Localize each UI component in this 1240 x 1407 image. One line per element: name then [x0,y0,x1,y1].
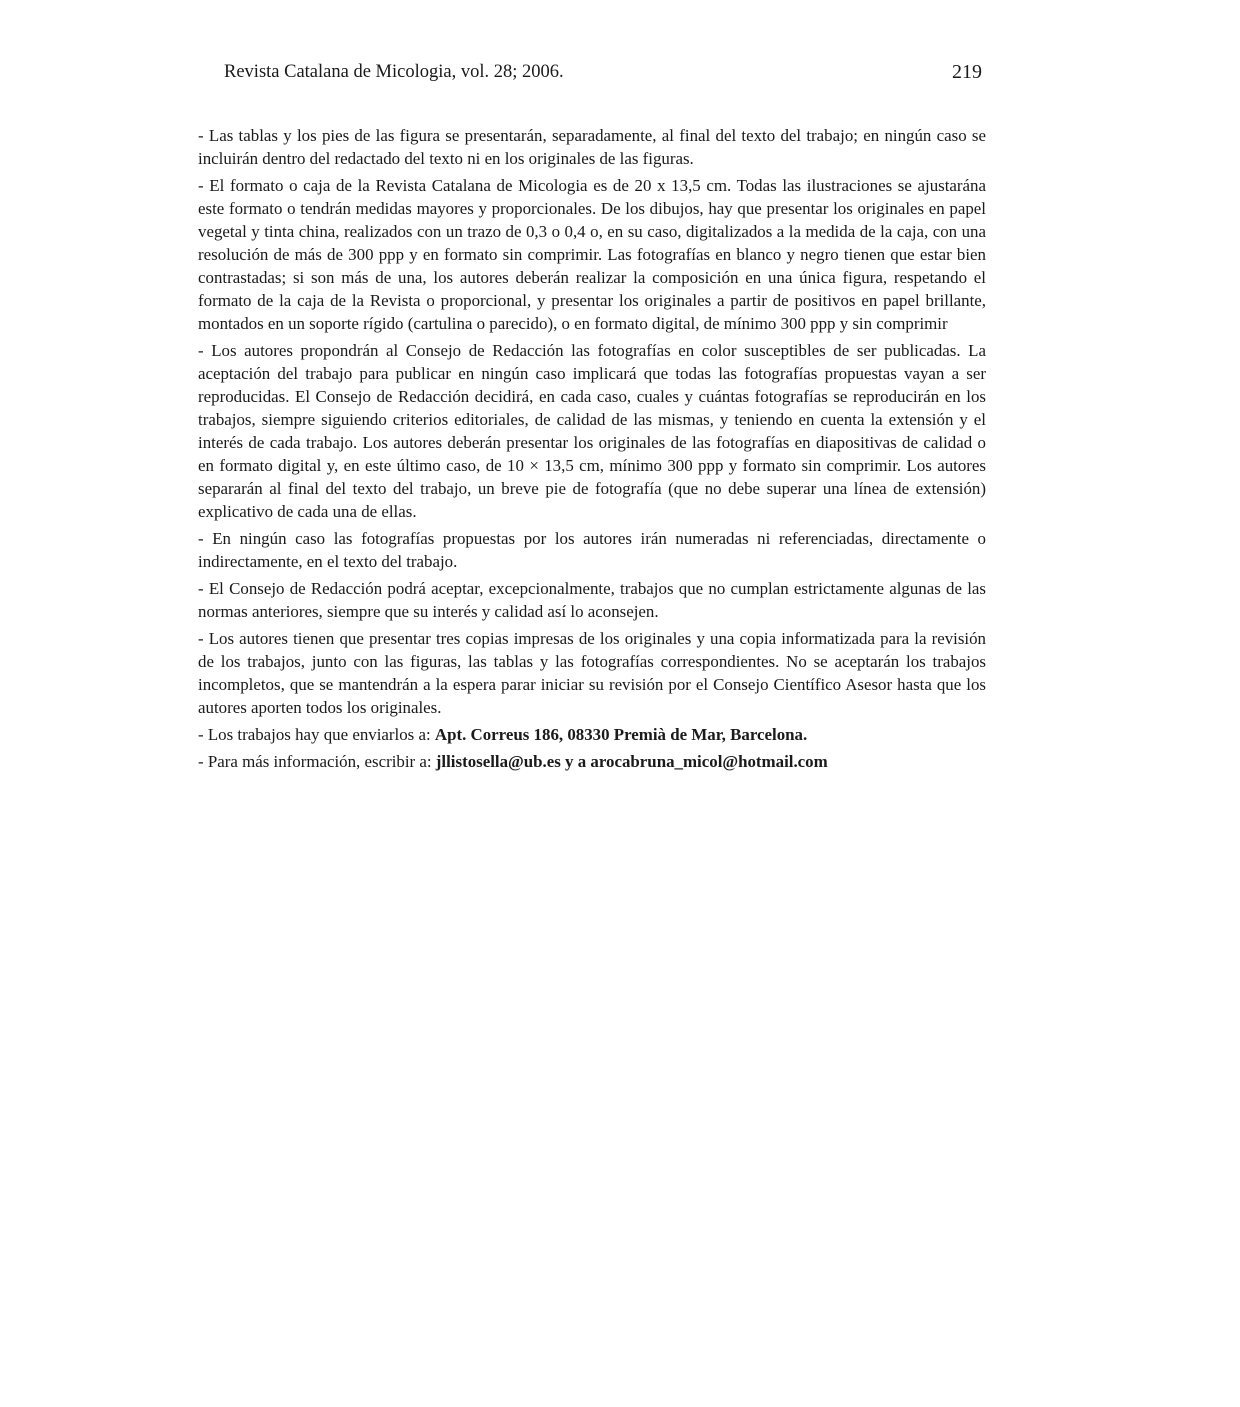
body-text [198,124,986,777]
paragraph-format-illustrations: - El formato o caja de la Revista Catalana de Micologia es de 20 x 13,5 cm. Todas las ilustraciones se ajustarána este formato o tendrán medidas mayores y proporcionales. De los dibujos, hay que presentar los originales en papel vegetal y tinta china, realizados con un trazo de 0,3 o 0,4 o, en su caso, digitalizados a la medida de la caja, con una resolución de más de 300 ppp y en formato sin comprimir. Las fotografías en blanco y negro tienen que estar bien contrastadas; si son más de una, los autores deberán realizar la composición en una única figura, respetando el formato de la caja de la Revista o proporcional, y presentar los originales a partir de positivos en papel brillante, montados en un soporte rígido (cartulina o parecido), o en formato digital, de mínimo 300 ppp y sin comprimir [198,176,986,333]
shipping-lead: - Los trabajos hay que enviarlos a: [198,725,435,744]
paragraph-tables-captions: - Las tablas y los pies de las figura se presentarán, separadamente, al final del texto del trabajo; en ningún caso se incluirán dentro del redactado del texto ni en los originales de las figuras. [198,126,986,168]
page-header [224,58,982,88]
page-number: 219 [952,61,982,83]
paragraph-contact [198,750,986,773]
paragraph-exceptions: - El Consejo de Redacción podrá aceptar, excepcionalmente, trabajos que no cumplan estrictamente algunas de las normas anteriores, siempre que su interés y calidad así lo aconsejen. [198,579,986,621]
contact-emails: jllistosella@ub.es y a arocabruna_micol@hotmail.com [435,752,828,771]
paragraph-photo-references: - En ningún caso las fotografías propuestas por los autores irán numeradas ni referenciadas, directamente o indirectamente, en el texto del trabajo. [198,529,986,571]
shipping-address: Apt. Correus 186, 08330 Premià de Mar, Barcelona. [434,725,808,744]
paragraph-shipping [198,723,986,746]
contact-lead: - Para más información, escribir a: [198,752,436,771]
journal-citation: Revista Catalana de Micologia, vol. 28; 2006. [224,62,564,82]
paragraph-color-photographs: - Los autores propondrán al Consejo de Redacción las fotografías en color susceptibles de ser publicadas. La aceptación del trabajo para publicar en ningún caso implicará que todas las fotografías propuestas vayan a ser reproducidas. El Consejo de Redacción decidirá, en cada caso, cuales y cuántas fotografías se reproducirán en los trabajos, siempre siguiendo criterios editoriales, de calidad de las mismas, y teniendo en cuenta la extensión y el interés de cada trabajo. Los autores deberán presentar los originales de las fotografías en diapositivas de calidad o en formato digital y, en este último caso, de 10 × 13,5 cm, mínimo 300 ppp y formato sin comprimir. Los autores separarán al final del texto del trabajo, un breve pie de fotografía (que no debe superar una línea de extensión) explicativo de cada una de ellas. [198,341,986,521]
paragraph-copies: - Los autores tienen que presentar tres copias impresas de los originales y una copia informatizada para la revisión de los trabajos, junto con las figuras, las tablas y las fotografías correspondientes. No se aceptarán los trabajos incompletos, que se mantendrán a la espera parar iniciar su revisión por el Consejo Científico Asesor hasta que los autores aporten todos los originales. [198,629,986,717]
